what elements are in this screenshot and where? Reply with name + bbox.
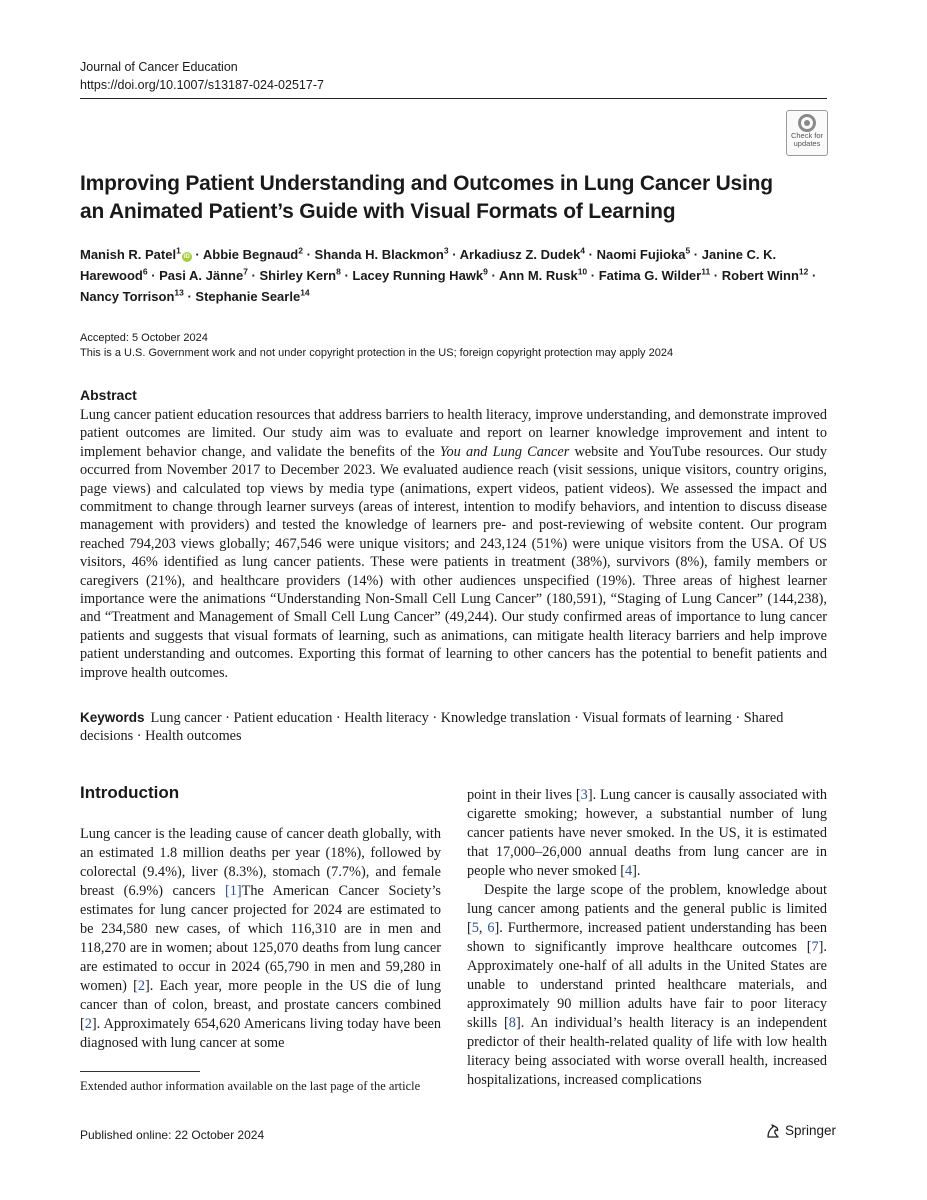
published-date: Published online: 22 October 2024 <box>80 1128 265 1142</box>
intro-text: point in their lives [ <box>467 787 581 803</box>
author-name[interactable]: Abbie Begnaud <box>202 247 299 262</box>
citation-link[interactable]: 4 <box>625 863 633 879</box>
author-affiliation-number: 5 <box>685 245 691 256</box>
springer-logo <box>765 1123 836 1139</box>
copyright-notice: This is a U.S. Government work and not under copyright protection in the US; foreign copyright protection may apply 2024 <box>80 347 674 359</box>
author-name[interactable]: Ann M. Rusk <box>498 268 578 283</box>
citation-link[interactable]: 5 <box>471 920 479 936</box>
title-line-2: an Animated Patient’s Guide with Visual Formats of Learning <box>80 200 676 223</box>
author-entry <box>597 247 691 262</box>
author-affiliation-number: 2 <box>298 245 303 256</box>
springer-horse-icon <box>765 1123 781 1139</box>
keywords-heading: Keywords <box>80 710 145 725</box>
author-affiliation-number: 9 <box>483 266 488 277</box>
author-list: Manish R. Patel$^1$iD · Abbie Begnaud$^2$ · Shanda H. Blackmon$^3$ · Arkadiusz Z. Dudek$^4$ · Naomi Fujioka$^5$ · Janine C. K. Harewood$^6$ · Pasi A. Jänne$^7$ · Shirley Kern$^8$ · Lacey Running Hawk$^9$ · Ann M. Rusk$^{10}$ · Fatima G. Wilder$^{11}$ · Robert Winn$^{12}$ · Nancy Torrison$^{13}$ · Stephanie Searle$^{14}$ <box>80 245 817 304</box>
intro-text: ]. Approximately 654,620 Americans living today have been diagnosed with lung cancer at some <box>80 1016 441 1051</box>
author-name[interactable]: Arkadiusz Z. Dudek <box>459 247 581 262</box>
author-affiliation-number: 3 <box>443 245 449 256</box>
citation-link[interactable]: 8 <box>508 1015 516 1031</box>
header-divider <box>80 98 827 99</box>
author-entry <box>460 247 585 262</box>
author-name[interactable]: Lacey Running Hawk <box>352 268 484 283</box>
author-affiliation-number: 1 <box>176 245 181 256</box>
check-for-updates-badge[interactable] <box>786 110 828 156</box>
author-name[interactable]: Manish R. Patel <box>80 247 177 262</box>
intro-text: Lung cancer is the leading cause of cancer death globally, with an estimated 1.8 million deaths per year (18%), followed by colorectal (9.4%), liver (8.3%), stomach (7.7%), and female breast (6.9%) cancers <box>80 826 441 899</box>
author-name[interactable]: Stephanie Searle <box>195 289 301 304</box>
author-info-footnote: Extended author information available on the last page of the article <box>80 1079 421 1093</box>
intro-text: ]. Approximately one-half of all adults in the United States are unable to understand printed healthcare materials, and approximately 90 million adults have fair to poor literacy skills [ <box>467 939 827 1031</box>
author-entry <box>80 289 184 304</box>
author-entry <box>499 268 587 283</box>
introduction-heading: Introduction <box>80 783 180 802</box>
author-entry <box>203 247 303 262</box>
author-name[interactable]: Nancy Torrison <box>80 289 175 304</box>
author-entry <box>599 268 710 283</box>
intro-text: , <box>478 920 488 936</box>
author-name[interactable]: Naomi Fujioka <box>596 247 686 262</box>
author-entry <box>159 268 248 283</box>
intro-text: Despite the large scope of the problem, knowledge about lung cancer among patients and the general public is limited [ <box>467 882 827 936</box>
introduction-left-column <box>80 825 441 1053</box>
abstract-website-name: You and Lung Cancer <box>439 443 570 460</box>
author-affiliation-number: 14 <box>300 287 310 298</box>
intro-paragraph <box>467 786 827 881</box>
author-affiliation-number: 6 <box>142 266 148 277</box>
intro-text: ]. An individual’s health literacy is an independent predictor of their health-related quality of life with low health literacy being associated with worse overall health, increased hospitalizations, increased complications <box>467 1015 828 1088</box>
article-title <box>80 170 800 226</box>
author-name[interactable]: Robert Winn <box>721 268 799 283</box>
title-line-1: Improving Patient Understanding and Outcomes in Lung Cancer Using <box>80 172 773 195</box>
citation-link[interactable]: 6 <box>487 920 495 936</box>
publisher-name: Springer <box>785 1123 837 1138</box>
author-affiliation-number: 13 <box>174 287 184 298</box>
author-entry <box>80 247 192 262</box>
accepted-date: Accepted: 5 October 2024 <box>80 332 208 344</box>
introduction-right-column <box>467 786 827 1090</box>
author-entry <box>722 268 809 283</box>
intro-text: ]. Furthermore, increased patient understanding has been shown to significantly improve healthcare outcomes [ <box>467 920 827 955</box>
intro-text: ]. Lung cancer is causally associated with cigarette smoking; however, a substantial number of lung cancer patients have never smoked. In the US, it is estimated that 17,000–26,000 annual deaths from lung cancer are in people who never smoked [ <box>467 787 827 879</box>
author-entry <box>260 268 341 283</box>
author-name[interactable]: Janine C. K. Harewood <box>80 247 777 283</box>
citation-link[interactable]: [1] <box>224 883 242 899</box>
doi-link[interactable]: https://doi.org/10.1007/s13187-024-02517-7 <box>80 78 324 92</box>
badge-label-line2: updates <box>793 139 821 148</box>
author-affiliation-number: 8 <box>336 266 341 277</box>
author-name[interactable]: Pasi A. Jänne <box>159 268 244 283</box>
intro-paragraph <box>467 881 827 1090</box>
abstract-text-part-1: Lung cancer patient education resources that address barriers to health literacy, improve understanding, and demonstrate improved patient outcomes are limited. Our study aim was to evaluate and report on learner knowledge improvement and intent to implement behavior change, and validate the benefits of the <box>80 407 827 460</box>
abstract-heading: Abstract <box>80 387 137 403</box>
journal-name: Journal of Cancer Education <box>80 60 238 74</box>
citation-link[interactable]: 2 <box>137 978 145 994</box>
citation-link[interactable]: 7 <box>811 939 819 955</box>
orcid-icon[interactable]: iD <box>183 254 190 260</box>
intro-text: The American Cancer Society’s estimates for lung cancer projected for 2024 are estimated to be 234,580 new cases, of which 116,310 are in men and 118,270 are in women; about 125,070 deaths from lung cancer are estimated to occur in 2024 (65,790 in men and 59,280 in women) [ <box>80 883 441 994</box>
author-entry <box>352 268 487 283</box>
keywords-list: Lung cancer · Patient education · Health literacy · Knowledge translation · Visual formats of learning · Shared decisions · Health outcomes <box>80 710 784 745</box>
abstract-text-part-2: website and YouTube resources. Our study occurred from November 2017 to December 2023. We evaluated audience reach (visit sessions, unique visitors, country origins, page views) and calculated top views by media type (animations, expert videos, patient videos). We assessed the impact and commitment to change through learner surveys (areas of interest, intention to modify behaviors, and intention to discuss disease management with providers) and tested the knowledge of learners pre- and post-reviewing of website content. Our program reached 794,203 views globally; 467,546 were unique visitors; and 243,124 (51%) were unique visitors from the USA. Of US visitors, 46% identified as lung cancer patients. These were patients in treatment (38%), survivors (8%), family members or caregivers (21%), and healthcare providers (14%) with other audiences unspecified (19%). Three areas of highest learner importance were the animations “Understanding Non-Small Cell Lung Cancer” (180,591), “Staging of Lung Cancer” (144,238), and “Treatment and Management of Small Cell Lung Cancer” (49,244). Our study confirmed areas of importance to lung cancer patients and suggests that visual formats of learning, such as animations, can mitigate health literacy barriers and help improve patient understanding and outcomes. Exporting this format of learning to other cancers has the potential to benefit patients and improve health outcomes. <box>80 443 827 681</box>
author-affiliation-number: 11 <box>701 266 711 277</box>
intro-text: ]. Each year, more people in the US die of lung cancer than of colon, breast, and prostate cancers combined [ <box>80 978 441 1032</box>
badge-label-line1: Check for <box>790 131 824 140</box>
footnote-divider <box>80 1071 200 1072</box>
author-affiliation-number: 10 <box>577 266 588 277</box>
citation-link[interactable]: 2 <box>84 1016 92 1032</box>
keywords <box>80 709 827 746</box>
author-affiliation-number: 12 <box>798 266 809 277</box>
intro-text: ]. <box>632 863 641 879</box>
author-entry <box>315 247 449 262</box>
journal-header <box>80 58 324 94</box>
abstract-body <box>80 406 827 682</box>
author-name[interactable]: Fatima G. Wilder <box>598 268 702 283</box>
crossmark-icon <box>798 114 816 132</box>
author-entry <box>195 289 309 304</box>
author-name[interactable]: Shirley Kern <box>259 268 337 283</box>
citation-link[interactable]: 3 <box>580 787 588 803</box>
author-affiliation-number: 4 <box>580 245 586 256</box>
author-affiliation-number: 7 <box>243 266 248 277</box>
author-name[interactable]: Shanda H. Blackmon <box>314 247 444 262</box>
